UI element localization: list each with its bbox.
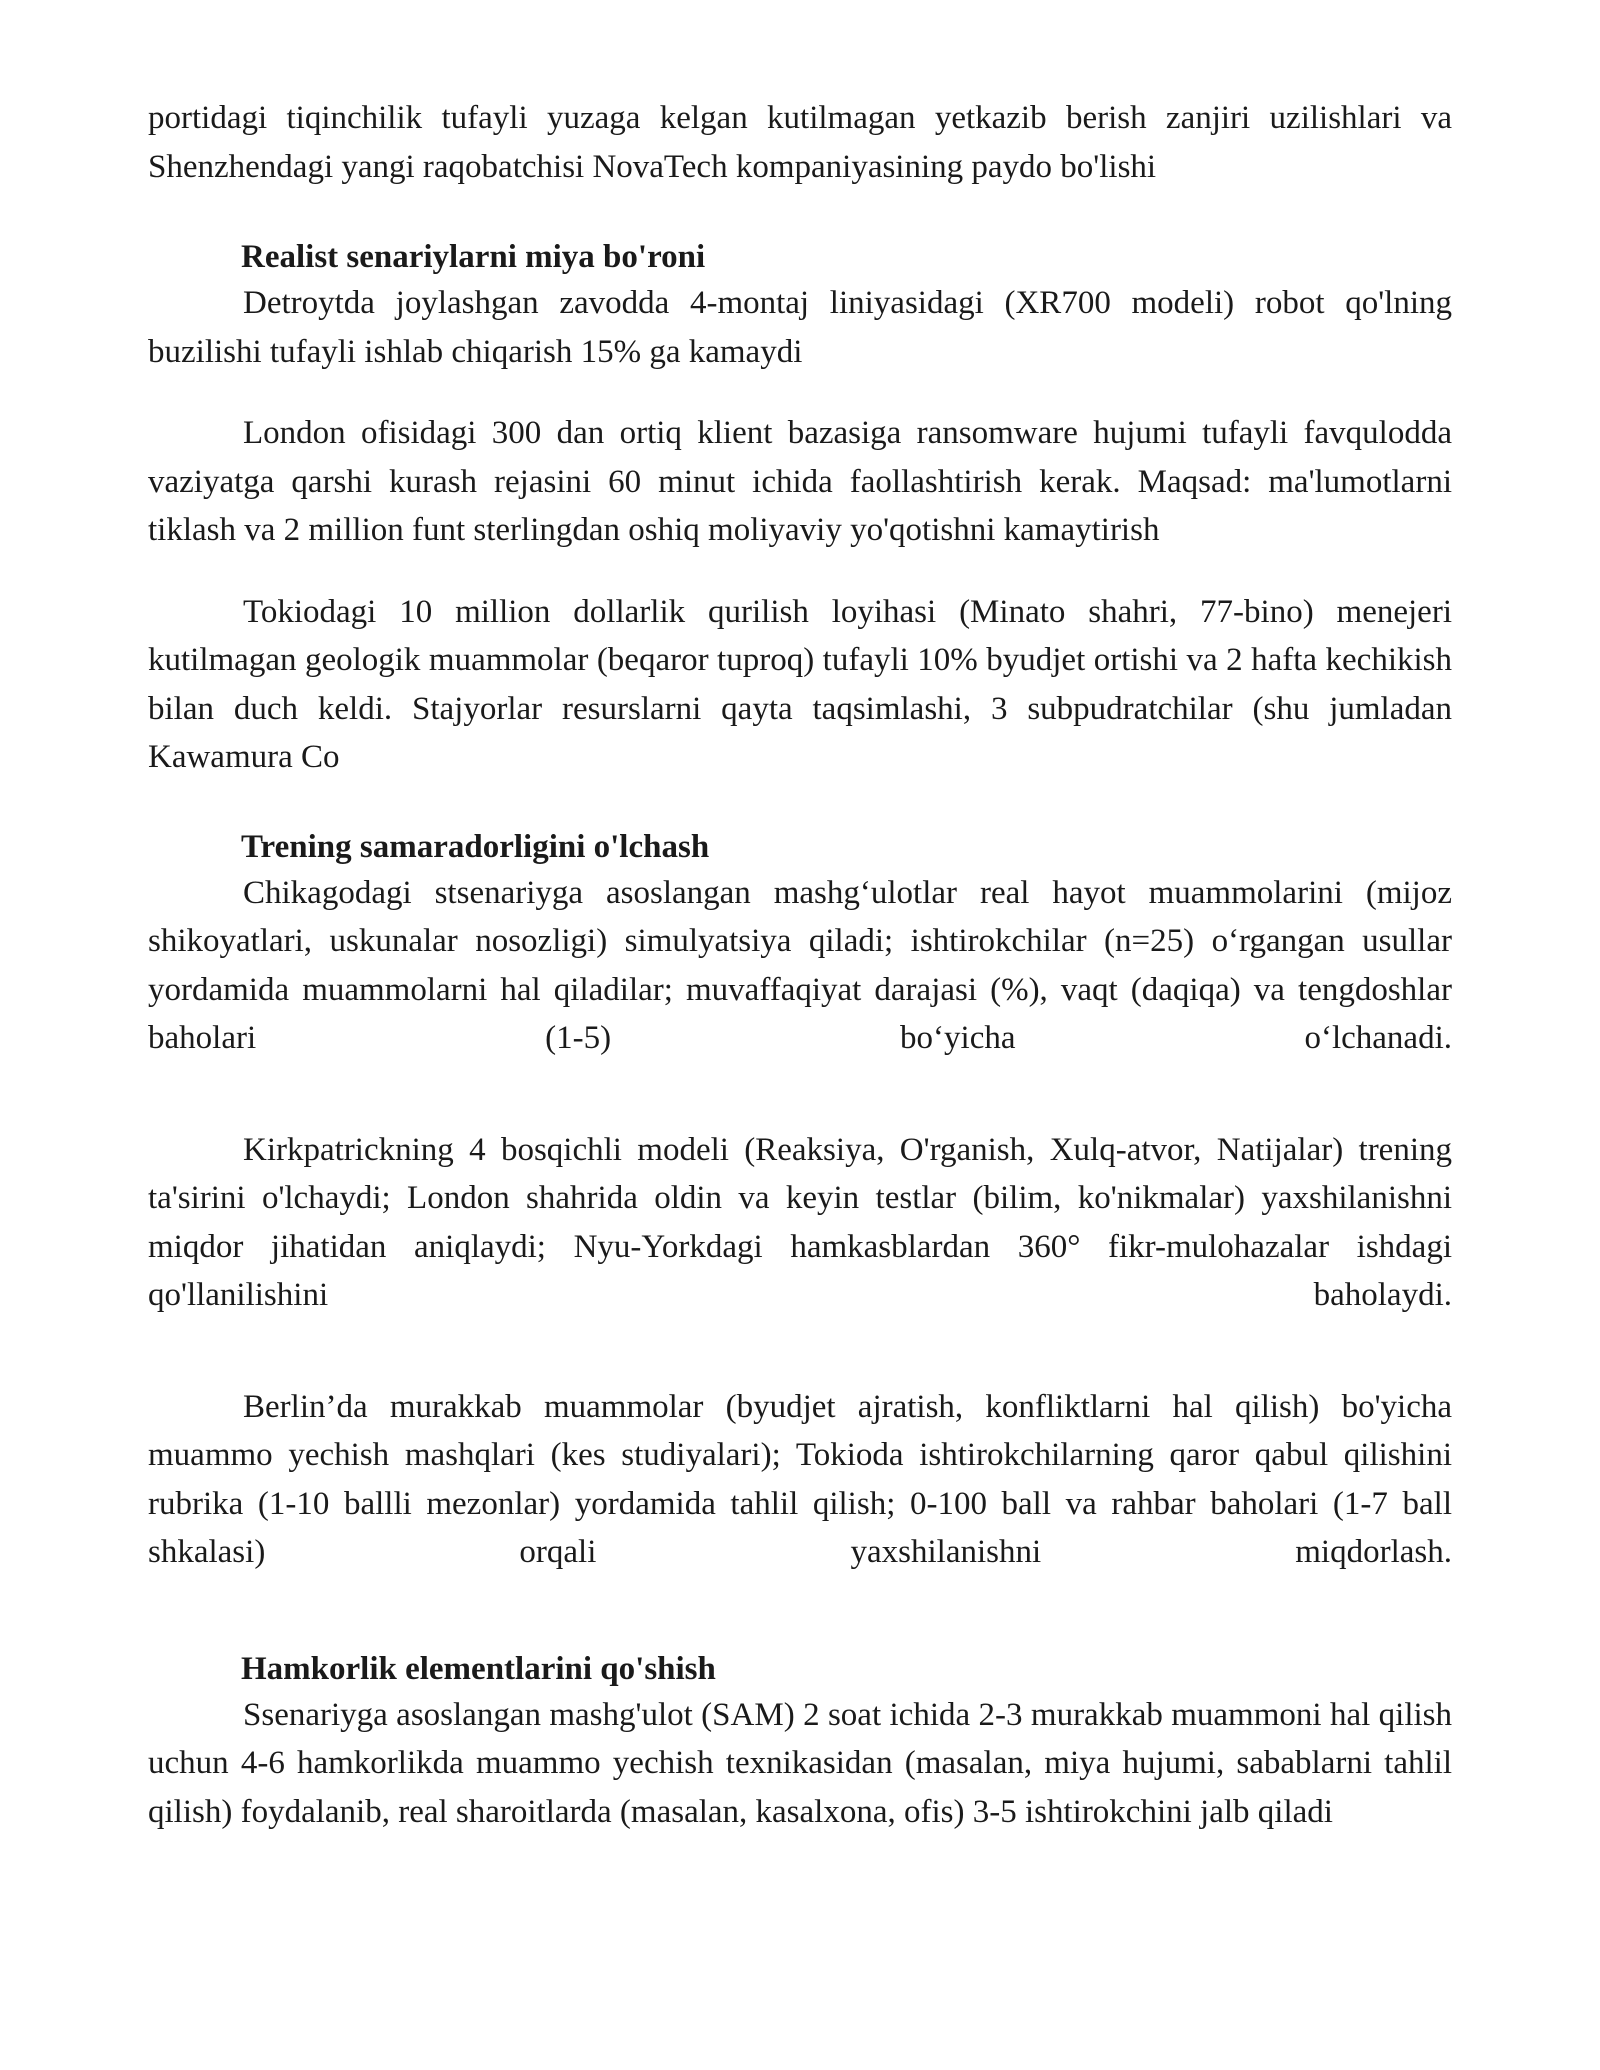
heading-training-effectiveness: Trening samaradorligini o'lchash [241, 828, 710, 865]
paragraph-supply-chain: portidagi tiqinchilik tufayli yuzaga kelgan kutilmagan yetkazib berish zanjiri uzilishlari va Shenzhendagi yangi raqobatchisi NovaTech kompaniyasining paydo bo'lishi [148, 100, 1452, 185]
paragraph-berlin: Berlin’da murakkab muammolar (byudjet ajratish, konfliktlarni hal qilish) bo'yicha muammo yechish mashqlari (kes studiyalari); Tokioda ishtirokchilarning qaror qabul qilishini rubrika (1-10 ballli mezonlar) yordamida tahlil qilish; 0-100 ball va rahbar baholari (1-7 ball shkalasi) orqali yaxshilanishni miqdorlash. [148, 1388, 1452, 1570]
paragraph-chicago: Chikagodagi stsenariyga asoslangan mashg‘ulotlar real hayot muammolarini (mijoz shikoyatlari, uskunalar nosozligi) simulyatsiya qiladi; ishtirokchilar (n=25) o‘rgangan usullar yordamida muammolarni hal qiladilar; muvaffaqiyat darajasi (%), vaqt (daqiqa) va tengdoshlar baholari (1-5) bo‘yicha o‘lchanadi. [148, 874, 1452, 1056]
heading-collaboration: Hamkorlik elementlarini qo'shish [241, 1650, 716, 1687]
paragraph-detroit: Detroytda joylashgan zavodda 4-montaj liniyasidagi (XR700 modeli) robot qo'lning buzilishi tufayli ishlab chiqarish 15% ga kamaydi [148, 285, 1452, 370]
heading-realist-scenarios: Realist senariylarni miya bo'roni [241, 239, 706, 275]
paragraph-london-ransomware: London ofisidagi 300 dan ortiq klient bazasiga ransomware hujumi tufayli favqulodda vaziyatga qarshi kurash rejasini 60 minut ichida faollashtirish kerak. Maqsad: ma'lumotlarni tiklash va 2 million funt sterlingdan oshiq moliyaviy yo'qotishni kamaytirish [148, 415, 1452, 548]
paragraph-kirkpatrick: Kirkpatrickning 4 bosqichli modeli (Reaksiya, O'rganish, Xulq-atvor, Natijalar) trening ta'sirini o'lchaydi; London shahrida oldin va keyin testlar (bilim, ko'nikmalar) yaxshilanishni miqdor jihatidan aniqlaydi; Nyu-Yorkdagi hamkasblardan 360° fikr-mulohazalar ishdagi qo'llanilishini baholaydi. [148, 1131, 1452, 1313]
paragraph-sam: Ssenariyga asoslangan mashg'ulot (SAM) 2 soat ichida 2-3 murakkab muammoni hal qilish uchun 4-6 hamkorlikda muammo yechish texnikasidan (masalan, miya hujumi, sabablarni tahlil qilish) foydalanib, real sharoitlarda (masalan, kasalxona, ofis) 3-5 ishtirokchini jalb qiladi [148, 1696, 1452, 1830]
paragraph-tokyo-construction: Tokiodagi 10 million dollarlik qurilish loyihasi (Minato shahri, 77-bino) menejeri kutilmagan geologik muammolar (beqaror tuproq) tufayli 10% byudjet ortishi va 2 hafta kechikish bilan duch keldi. Stajyorlar resurslarni qayta taqsimlashi, 3 subpudratchilar (shu jumladan Kawamura Co [148, 593, 1452, 775]
document-page [148, 94, 1452, 1836]
